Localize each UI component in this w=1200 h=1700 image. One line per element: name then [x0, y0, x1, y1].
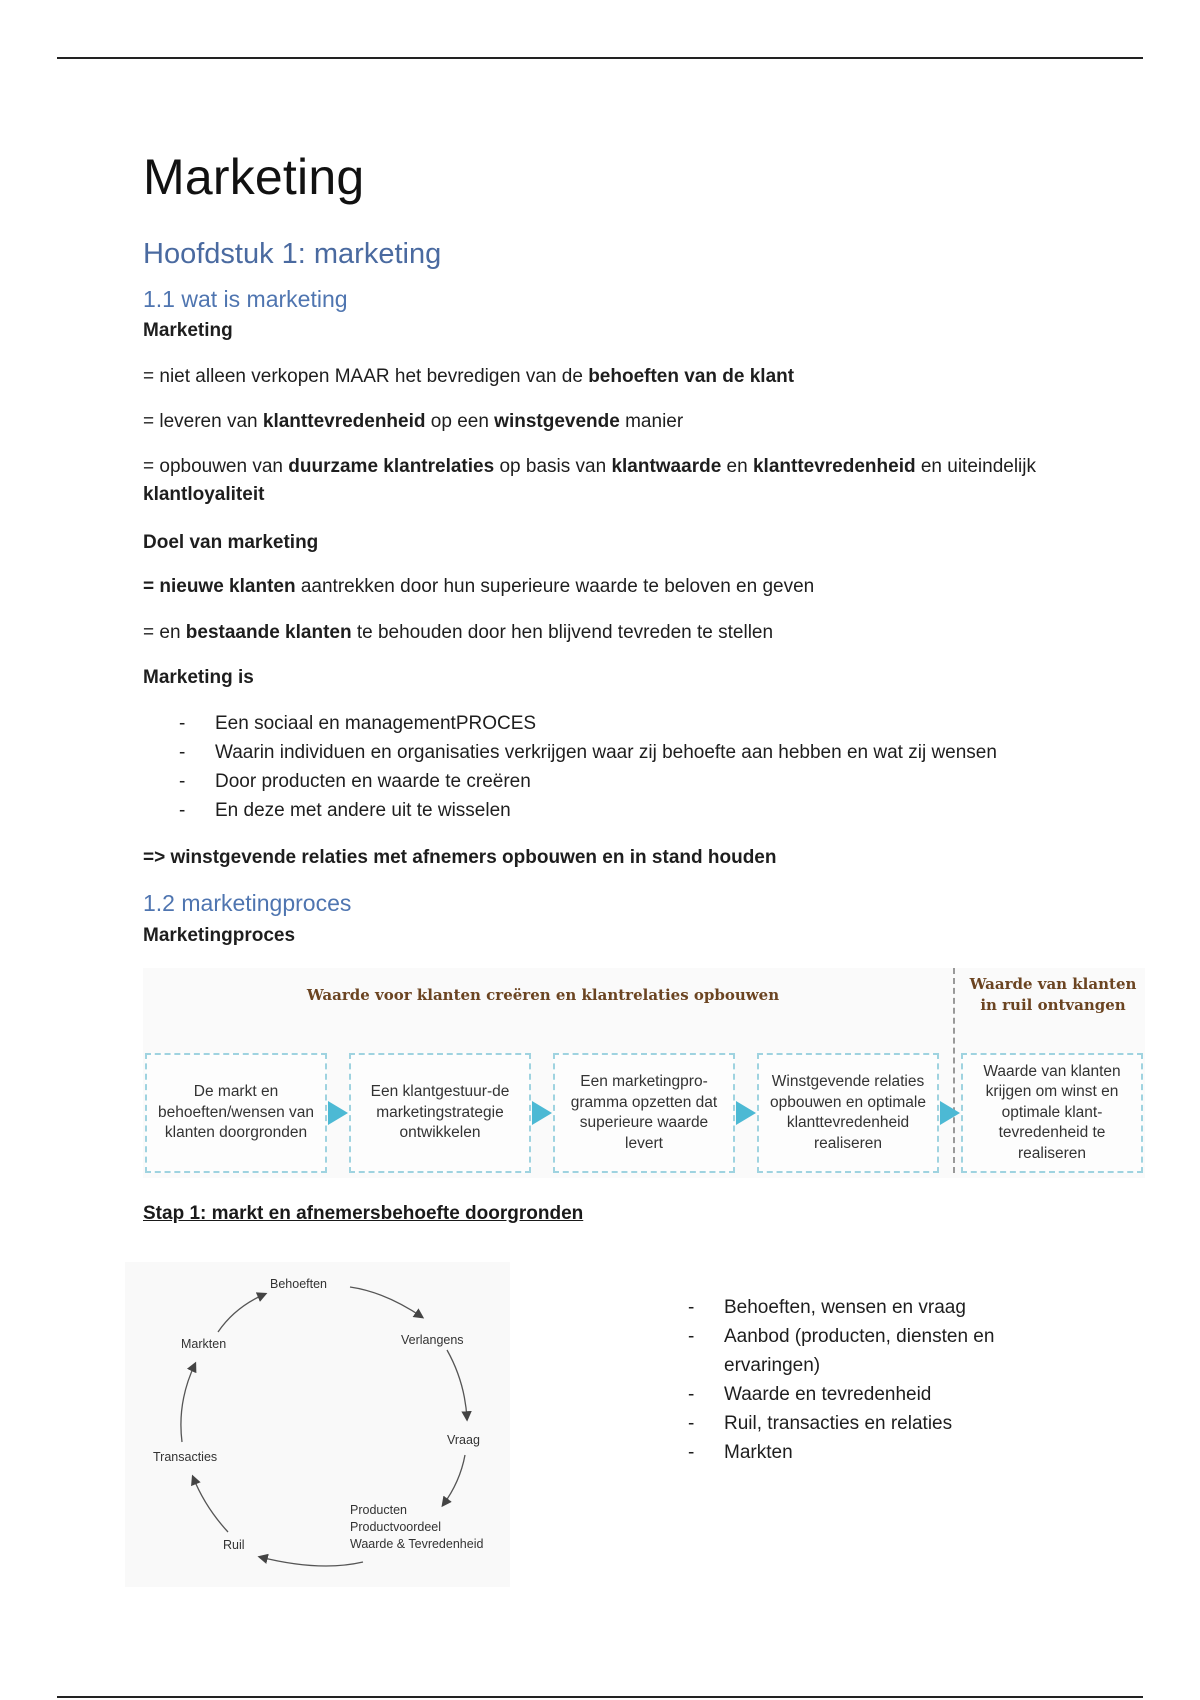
document-title: Marketing	[143, 149, 365, 205]
definition-3-text: op basis van	[494, 456, 612, 477]
list-item: - Aanbod (producten, diensten en ervaringen)	[724, 1322, 1094, 1380]
arrow-right-icon	[736, 1101, 756, 1125]
definition-2-text: = leveren van	[143, 411, 263, 432]
doel-line-1-emphasis: = nieuwe klanten	[143, 576, 296, 597]
cycle-node-ruil: Ruil	[223, 1538, 245, 1552]
diagram-header-capture-value: Waarde van klanten in ruil ontvangen	[969, 975, 1137, 1014]
doel-heading: Doel van marketing	[143, 532, 319, 553]
definition-3-emphasis: klanttevredenheid	[752, 456, 916, 477]
list-item: - Ruil, transacties en relaties	[724, 1409, 1094, 1438]
section-heading-1-2: 1.2 marketingproces	[143, 890, 352, 916]
cycle-node-waarde: Waarde & Tevredenheid	[350, 1537, 484, 1551]
doel-line-2-emphasis: bestaande klanten	[185, 622, 352, 643]
marketing-is-heading: Marketing is	[143, 667, 254, 688]
cycle-arrow	[193, 1477, 228, 1532]
process-step-4: Winstgevende relaties opbouwen en optimale klanttevredenheid realiseren	[757, 1053, 939, 1173]
definition-3	[143, 453, 1043, 509]
definition-1-text: = niet alleen verkopen MAAR het bevredigen van de	[143, 366, 589, 387]
marketing-is-list	[215, 709, 1115, 825]
process-step-2: Een klantgestuur-de marketingstrategie ontwikkelen	[349, 1053, 531, 1173]
arrow-right-icon	[940, 1101, 960, 1125]
definition-2-emphasis: winstgevende	[494, 411, 620, 432]
cycle-node-transacties: Transacties	[153, 1450, 218, 1464]
doel-line-2-text: te behouden door hen blijvend tevreden te stellen	[351, 622, 774, 643]
core-concepts-list	[724, 1293, 1094, 1467]
definition-3-emphasis: klantloyaliteit	[143, 484, 265, 505]
list-item: - En deze met andere uit te wisselen	[215, 796, 1115, 825]
list-item: - Een sociaal en managementPROCES	[215, 709, 1115, 738]
cycle-svg	[125, 1262, 510, 1587]
definition-2-emphasis: klanttevredenheid	[262, 411, 426, 432]
doel-line-1-text: aantrekken door hun superieure waarde te beloven en geven	[295, 576, 815, 597]
term-marketing: Marketing	[143, 320, 233, 341]
definition-3-text: en	[721, 456, 753, 477]
doel-line-2-text: = en	[143, 622, 186, 643]
footer-rule	[57, 1696, 1143, 1698]
list-item: - Behoeften, wensen en vraag	[724, 1293, 1094, 1322]
diagram-divider	[953, 968, 955, 1173]
doel-line-2	[143, 619, 773, 647]
definition-2	[143, 408, 683, 436]
conclusion-line: => winstgevende relaties met afnemers opbouwen en in stand houden	[143, 847, 777, 868]
cycle-node-productvoordeel: Productvoordeel	[350, 1520, 442, 1534]
needs-cycle-diagram	[125, 1262, 510, 1587]
list-item: - Markten	[724, 1438, 1094, 1467]
chapter-heading: Hoofdstuk 1: marketing	[143, 238, 442, 270]
cycle-node-producten: Producten	[350, 1503, 407, 1517]
process-step-3: Een marketingpro-gramma opzetten dat superieure waarde levert	[553, 1053, 735, 1173]
list-item: - Waarin individuen en organisaties verkrijgen waar zij behoefte aan hebben en wat zij wensen	[215, 738, 1115, 767]
arrow-right-icon	[532, 1101, 552, 1125]
definition-2-text: op een	[425, 411, 495, 432]
list-item: - Waarde en tevredenheid	[724, 1380, 1094, 1409]
definition-3-text: = opbouwen van	[143, 456, 289, 477]
definition-3-emphasis: klantwaarde	[611, 456, 722, 477]
diagram-header-create-value: Waarde voor klanten creëren en klantrelaties opbouwen	[306, 986, 780, 1004]
cycle-arrow	[447, 1350, 467, 1419]
marketing-process-diagram	[143, 968, 1145, 1178]
arrow-right-icon	[328, 1101, 348, 1125]
definition-3-emphasis: duurzame klantrelaties	[288, 456, 495, 477]
cycle-node-vraag: Vraag	[447, 1433, 480, 1447]
process-step-1: De markt en behoeften/wensen van klanten doorgronden	[145, 1053, 327, 1173]
definition-1	[143, 363, 794, 391]
cycle-arrow	[218, 1294, 265, 1332]
cycle-arrow	[350, 1287, 422, 1317]
cycle-node-markten: Markten	[181, 1337, 227, 1351]
stap-1-heading: Stap 1: markt en afnemersbehoefte doorgronden	[143, 1203, 584, 1224]
cycle-node-verlangens: Verlangens	[401, 1333, 464, 1347]
definition-2-text: manier	[619, 411, 684, 432]
term-marketingproces: Marketingproces	[143, 925, 296, 946]
section-heading-1-1: 1.1 wat is marketing	[143, 286, 348, 312]
doel-line-1	[143, 573, 814, 601]
header-rule	[57, 57, 1143, 59]
cycle-arrow	[443, 1455, 465, 1505]
cycle-arrow	[181, 1364, 195, 1442]
process-step-5: Waarde van klanten krijgen om winst en optimale klant-tevredenheid te realiseren	[961, 1053, 1143, 1173]
cycle-node-behoeften: Behoeften	[270, 1277, 327, 1291]
cycle-arrow	[260, 1557, 363, 1566]
definition-3-text: en uiteindelijk	[915, 456, 1036, 477]
list-item: - Door producten en waarde te creëren	[215, 767, 1115, 796]
definition-1-emphasis: behoeften van de klant	[588, 366, 795, 387]
